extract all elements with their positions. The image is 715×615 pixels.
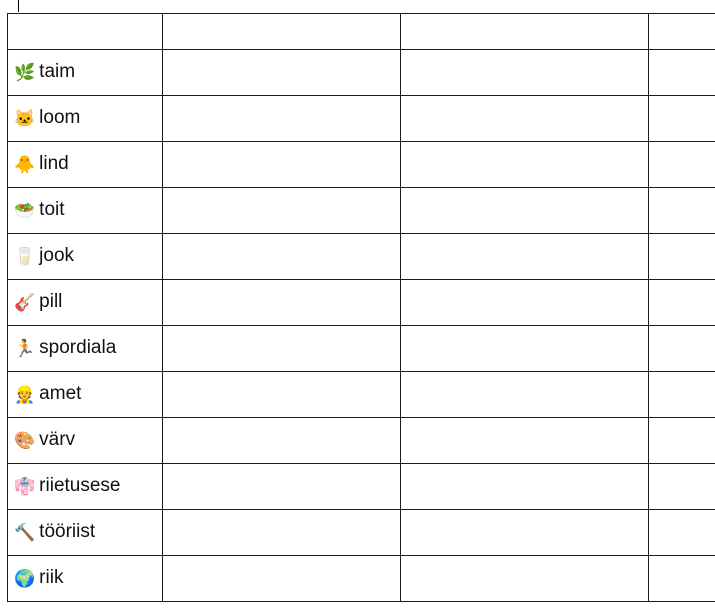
answer-cell-3[interactable]	[401, 50, 649, 96]
table-row	[8, 556, 715, 602]
category-cell[interactable]	[8, 96, 163, 142]
table-row	[8, 418, 715, 464]
answer-cell-4[interactable]	[649, 234, 715, 280]
answer-cell-4[interactable]	[649, 188, 715, 234]
table-row	[8, 96, 715, 142]
answer-cell-3[interactable]	[401, 280, 649, 326]
answer-cell-4[interactable]	[649, 418, 715, 464]
answer-cell-2[interactable]	[163, 280, 401, 326]
table-row	[8, 234, 715, 280]
category-cell[interactable]	[8, 556, 163, 602]
answer-cell-3[interactable]	[401, 464, 649, 510]
answer-cell-3[interactable]	[401, 96, 649, 142]
category-cell[interactable]	[8, 234, 163, 280]
category-label: toit	[39, 199, 65, 221]
baby-chick-icon: 🐥	[14, 155, 36, 175]
answer-cell-2[interactable]	[163, 326, 401, 372]
answer-cell-2[interactable]	[163, 464, 401, 510]
answer-cell-3[interactable]	[401, 188, 649, 234]
table-row	[8, 142, 715, 188]
runner-icon: 🏃	[14, 339, 36, 359]
category-label: riik	[39, 567, 64, 589]
category-cell[interactable]	[8, 372, 163, 418]
answer-cell-4[interactable]	[649, 510, 715, 556]
category-cell[interactable]	[8, 142, 163, 188]
answer-cell-2[interactable]	[163, 372, 401, 418]
cat-face-icon: 🐱	[14, 109, 36, 129]
answer-cell-4[interactable]	[649, 556, 715, 602]
header-cell-3[interactable]	[401, 14, 649, 50]
table-row	[8, 372, 715, 418]
category-cell[interactable]	[8, 326, 163, 372]
answer-cell-3[interactable]	[401, 556, 649, 602]
answer-cell-4[interactable]	[649, 50, 715, 96]
answer-cell-3[interactable]	[401, 326, 649, 372]
text-cursor	[18, 0, 19, 12]
category-cell[interactable]	[8, 464, 163, 510]
answer-cell-4[interactable]	[649, 96, 715, 142]
header-cell-category[interactable]	[8, 14, 163, 50]
category-label: taim	[39, 61, 76, 83]
answer-cell-3[interactable]	[401, 234, 649, 280]
category-label: riietusese	[39, 475, 121, 497]
plant-icon: 🌿	[14, 63, 36, 83]
header-cell-2[interactable]	[163, 14, 401, 50]
answer-cell-2[interactable]	[163, 234, 401, 280]
table-row	[8, 326, 715, 372]
category-cell[interactable]	[8, 50, 163, 96]
answer-cell-2[interactable]	[163, 510, 401, 556]
table-row	[8, 50, 715, 96]
table-row	[8, 464, 715, 510]
table-body	[8, 14, 715, 602]
category-cell[interactable]	[8, 418, 163, 464]
category-label: jook	[39, 245, 75, 267]
answer-cell-4[interactable]	[649, 464, 715, 510]
answer-cell-3[interactable]	[401, 372, 649, 418]
answer-cell-2[interactable]	[163, 418, 401, 464]
answer-cell-3[interactable]	[401, 142, 649, 188]
answer-cell-4[interactable]	[649, 326, 715, 372]
answer-cell-3[interactable]	[401, 510, 649, 556]
salad-bowl-icon: 🥗	[14, 201, 36, 221]
category-label: lind	[39, 153, 69, 175]
category-label: loom	[39, 107, 81, 129]
glass-of-milk-icon: 🥛	[14, 247, 36, 267]
category-label: tööriist	[39, 521, 96, 543]
category-cell[interactable]	[8, 280, 163, 326]
answer-cell-2[interactable]	[163, 556, 401, 602]
answer-cell-2[interactable]	[163, 142, 401, 188]
answer-cell-4[interactable]	[649, 142, 715, 188]
table-row	[8, 510, 715, 556]
dress-icon: 👘	[14, 477, 36, 497]
answer-cell-2[interactable]	[163, 96, 401, 142]
answer-cell-4[interactable]	[649, 372, 715, 418]
header-cell-4[interactable]	[649, 14, 715, 50]
table-row	[8, 188, 715, 234]
hammer-icon: 🔨	[14, 523, 36, 543]
artist-palette-icon: 🎨	[14, 431, 36, 451]
table-header-row	[8, 14, 715, 50]
category-cell[interactable]	[8, 510, 163, 556]
category-cell[interactable]	[8, 188, 163, 234]
construction-worker-icon: 👷	[14, 385, 36, 405]
category-label: värv	[39, 429, 76, 451]
category-label: amet	[39, 383, 82, 405]
guitar-icon: 🎸	[14, 293, 36, 313]
answer-cell-2[interactable]	[163, 188, 401, 234]
globe-icon: 🌍	[14, 569, 36, 589]
answer-cell-3[interactable]	[401, 418, 649, 464]
category-label: spordiala	[39, 337, 117, 359]
category-label: pill	[39, 291, 63, 313]
answer-cell-4[interactable]	[649, 280, 715, 326]
answer-cell-2[interactable]	[163, 50, 401, 96]
table-row	[8, 280, 715, 326]
category-table	[7, 13, 715, 602]
